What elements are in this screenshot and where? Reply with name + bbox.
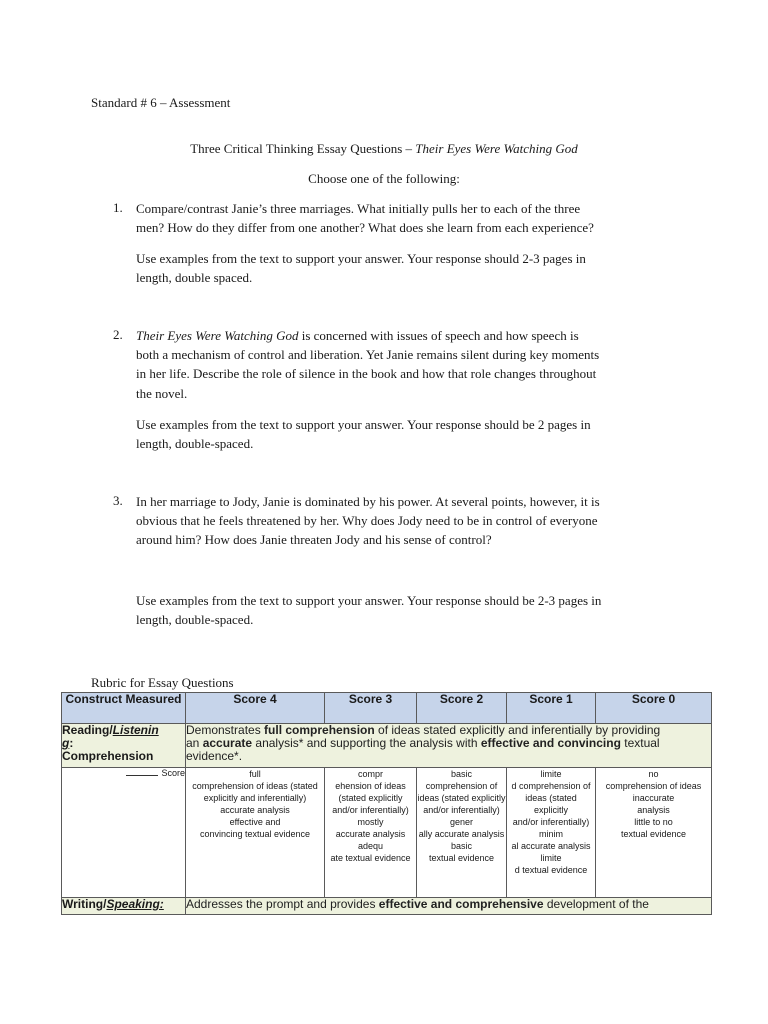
criteria-line: inaccurate xyxy=(632,793,675,803)
document-title xyxy=(0,141,768,157)
reading-label xyxy=(62,724,186,768)
question-3-text xyxy=(136,492,676,550)
label-part: Speaking: xyxy=(106,897,164,911)
question-2-number: 2. xyxy=(113,327,123,342)
text-line: around him? How does Janie threaten Jody and his sense of control? xyxy=(136,532,492,548)
text-line: in her life. Describe the role of silence in the book and how that role changes throughout xyxy=(136,366,597,382)
desc-part: effective and convincing xyxy=(480,736,621,750)
text-line: obvious that he feels threatened by her. Why does Jody need to be in control of everyone xyxy=(136,513,598,529)
question-3-support xyxy=(136,591,676,629)
score-label: Score xyxy=(161,768,185,778)
criteria-line: accurate analysis xyxy=(335,829,406,839)
text-line: men? How do they differ from one another? What does she learn from each experience? xyxy=(136,220,594,236)
text-line: In her marriage to Jody, Janie is dominated by his power. At several points, however, it is xyxy=(136,494,600,509)
question-2-support xyxy=(136,415,676,453)
question-3-number: 3. xyxy=(113,493,123,508)
writing-label xyxy=(62,898,186,915)
rubric-header-row xyxy=(62,693,712,724)
criteria-line: d textual evidence xyxy=(514,865,588,875)
reading-description xyxy=(186,724,712,768)
criteria-line: comprehension of ideas xyxy=(605,781,702,791)
criteria-line: no xyxy=(648,769,659,779)
writing-description xyxy=(186,898,712,915)
criteria-line: d comprehension of xyxy=(511,781,591,791)
criteria-line: textual evidence xyxy=(428,853,495,863)
criteria-line: ally accurate analysis xyxy=(418,829,505,839)
title-book: Their Eyes Were Watching God xyxy=(415,141,578,156)
desc-part: Addresses the prompt and provides xyxy=(186,897,379,911)
desc-part: textual xyxy=(620,736,660,750)
header-score-3: Score 3 xyxy=(325,693,417,724)
text-line: the novel. xyxy=(136,385,188,401)
desc-part: Demonstrates xyxy=(186,723,265,737)
text-line: Use examples from the text to support your answer. Your response should be 2 pages in xyxy=(136,417,591,432)
criteria-line: analysis xyxy=(637,805,670,815)
criteria-line: and/or inferentially) xyxy=(423,805,500,815)
criteria-line: comprehension of ideas (stated xyxy=(192,781,318,791)
rubric-caption: Rubric for Essay Questions xyxy=(91,675,234,690)
question-2-book-title: Their Eyes Were Watching God xyxy=(136,328,299,343)
criteria-line: explicitly and inferentially) xyxy=(203,793,307,803)
score-4-criteria xyxy=(186,768,325,898)
label-part: Comprehension xyxy=(62,749,154,763)
score-0-criteria xyxy=(596,768,712,898)
criteria-line: compr xyxy=(357,769,383,779)
text-line xyxy=(136,326,676,345)
rubric-score-row xyxy=(62,768,712,898)
desc-part: of ideas stated explicitly and inferentially by providing xyxy=(374,723,661,737)
criteria-line: al accurate analysis xyxy=(511,841,591,851)
criteria-line: convincing textual evidence xyxy=(199,829,311,839)
label-part: Reading/ xyxy=(62,723,113,737)
desc-part: full comprehension xyxy=(264,723,375,737)
criteria-line: basic xyxy=(450,769,472,779)
header-score-2: Score 2 xyxy=(417,693,507,724)
question-1-support xyxy=(136,249,676,287)
criteria-line: ideas (stated explicitly xyxy=(417,793,506,803)
desc-part: evidence*. xyxy=(186,749,243,763)
criteria-line: minim xyxy=(539,829,563,839)
desc-part: development of the xyxy=(543,897,649,911)
rubric-table xyxy=(61,692,712,915)
rubric-reading-row xyxy=(62,724,712,768)
question-1-text xyxy=(136,199,676,237)
label-part: : xyxy=(69,736,74,750)
desc-part: accurate xyxy=(202,736,253,750)
standard-heading: Standard # 6 – Assessment xyxy=(91,95,231,110)
desc-part: effective and comprehensive xyxy=(378,897,544,911)
text-line: Use examples from the text to support your answer. Your response should 2-3 pages in xyxy=(136,251,586,266)
criteria-line: accurate analysis xyxy=(220,805,290,815)
text-span: is concerned with issues of speech and how speech is xyxy=(298,328,579,343)
criteria-line: effective and xyxy=(229,817,281,827)
criteria-line: textual evidence xyxy=(620,829,687,839)
label-part: g xyxy=(62,736,70,750)
text-line: length, double-spaced. xyxy=(136,612,254,628)
header-score-4: Score 4 xyxy=(186,693,325,724)
text-line: length, double spaced. xyxy=(136,270,253,286)
criteria-line: comprehension of xyxy=(425,781,498,791)
header-construct: Construct Measured xyxy=(62,693,186,724)
criteria-line: adequ xyxy=(357,841,384,851)
label-part: Listenin xyxy=(112,723,159,737)
score-2-criteria xyxy=(417,768,507,898)
score-blank[interactable] xyxy=(126,775,158,776)
header-score-1: Score 1 xyxy=(507,693,596,724)
question-1-number: 1. xyxy=(113,200,123,215)
label-part: Writing/ xyxy=(62,897,107,911)
desc-part: an xyxy=(186,736,203,750)
header-score-0: Score 0 xyxy=(596,693,712,724)
text-line: Use examples from the text to support your answer. Your response should be 2-3 pages in xyxy=(136,593,602,608)
score-1-criteria xyxy=(507,768,596,898)
criteria-line: ehension of ideas xyxy=(335,781,406,791)
text-line: Compare/contrast Janie’s three marriages. What initially pulls her to each of the three xyxy=(136,201,581,216)
criteria-line: ideas (stated explicitly xyxy=(525,793,577,815)
rubric-writing-row xyxy=(62,898,712,915)
title-prefix: Three Critical Thinking Essay Questions – xyxy=(190,141,416,156)
criteria-line: little to no xyxy=(634,817,673,827)
criteria-line: gener xyxy=(449,817,474,827)
criteria-line: limite xyxy=(540,769,562,779)
criteria-line: and/or inferentially) xyxy=(512,817,590,827)
text-line: both a mechanism of control and liberation. Yet Janie remains silent during key moments xyxy=(136,347,600,363)
text-line: length, double-spaced. xyxy=(136,436,254,452)
criteria-line: basic xyxy=(450,841,472,851)
criteria-line: limite xyxy=(540,853,562,863)
choose-instruction: Choose one of the following: xyxy=(308,171,460,186)
criteria-line: (stated explicitly xyxy=(338,793,403,803)
criteria-line: mostly xyxy=(357,817,384,827)
score-3-criteria xyxy=(325,768,417,898)
criteria-line: ate textual evidence xyxy=(330,853,411,863)
question-2-text xyxy=(136,326,676,403)
desc-part: analysis* and supporting the analysis with xyxy=(252,736,481,750)
criteria-line: full xyxy=(249,769,261,779)
criteria-line: and/or inferentially) xyxy=(332,805,409,815)
score-entry xyxy=(62,768,186,898)
